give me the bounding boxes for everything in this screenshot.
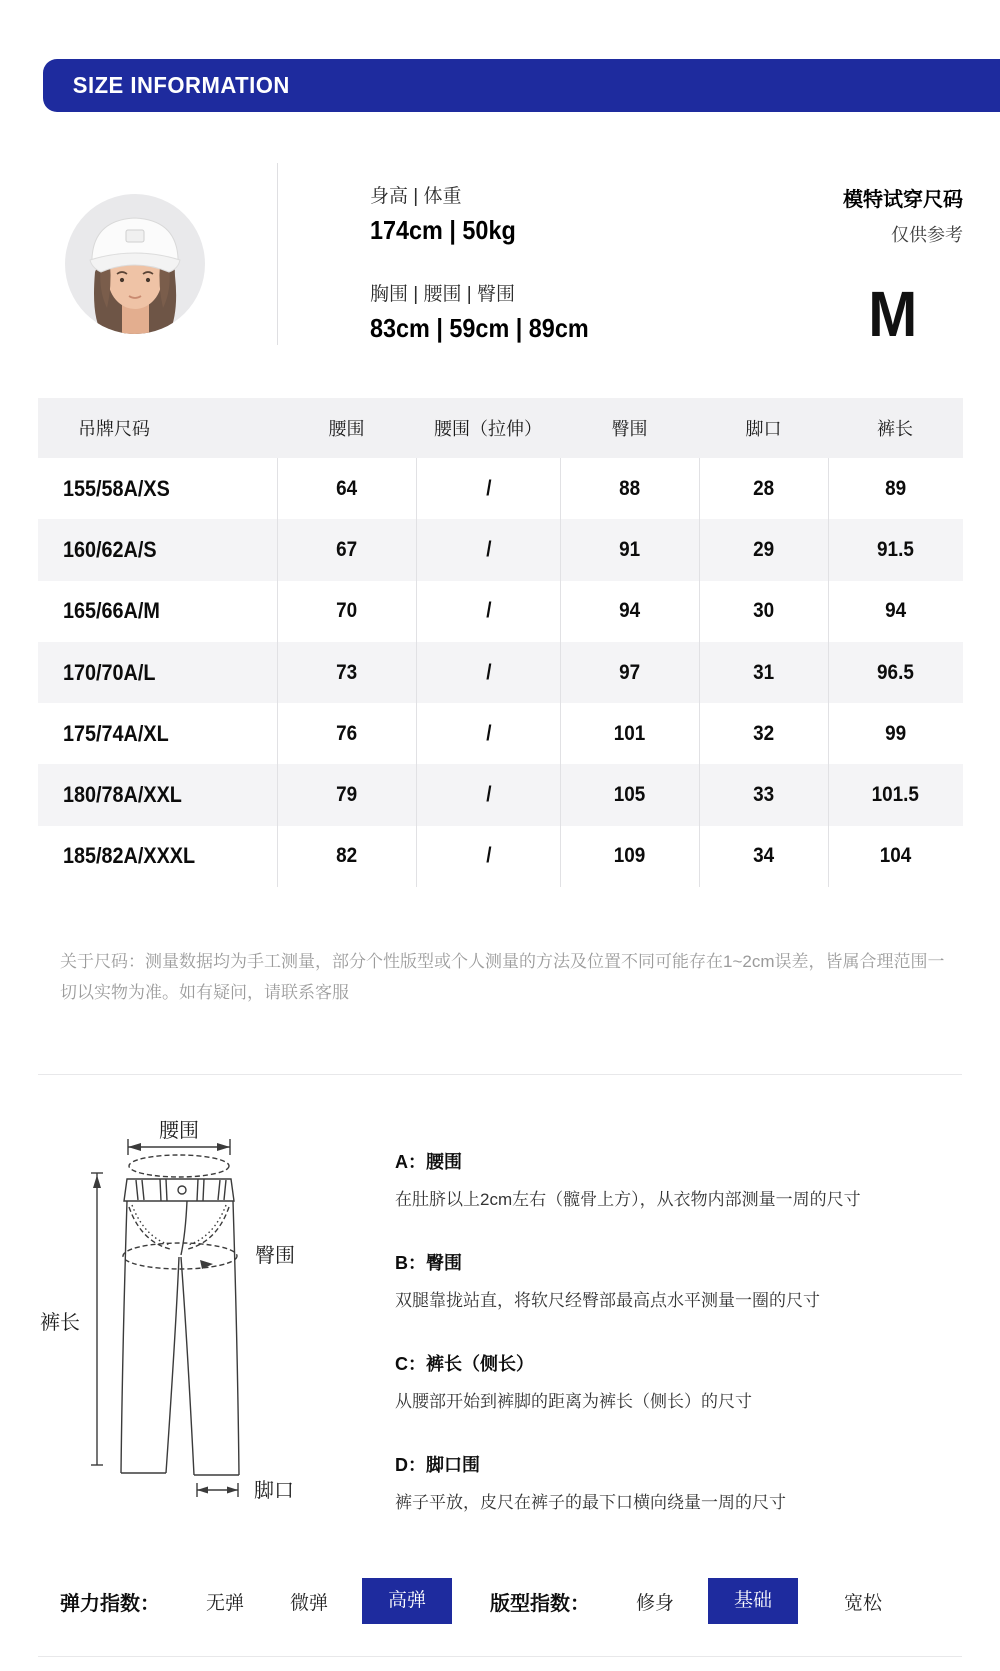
size-table-row [38,519,963,580]
size-label-cell: 170/70A/L [63,659,156,685]
try-on-size-letter: M [867,278,917,350]
measurement-value-cell: / [416,581,560,642]
diagram-hem-label: 脚口 [254,1480,294,1502]
measurement-value-cell: 79 [277,764,416,825]
measurement-value-cell: 34 [699,826,828,887]
size-label-cell: 165/66A/M [63,598,160,624]
size-label-cell: 185/82A/XXXL [63,843,196,869]
measurement-value-cell: / [416,703,560,764]
height-weight-value: 174cm | 50kg [370,215,516,245]
measure-section [395,1350,960,1412]
size-table-body [38,458,963,887]
measurement-value-cell: 89 [828,458,962,519]
fit-index-group [490,1578,882,1624]
measure-section-desc: 在肚脐以上2cm左右（髋骨上方），从衣物内部测量一周的尺寸 [395,1190,861,1209]
measurement-value-cell: 31 [699,642,828,703]
measurement-value-cell: 104 [828,826,962,887]
measure-section-desc: 双腿靠拢站直，将软尺经臀部最高点水平测量一圈的尺寸 [395,1291,820,1310]
measurement-value-cell: / [416,519,560,580]
diagram-waist-label: 腰围 [159,1120,199,1142]
measurement-value-cell: 96.5 [828,642,962,703]
column-header-hip: 臀围 [611,419,648,439]
measure-section-desc: 从腰部开始到裤脚的距离为裤长（侧长）的尺寸 [395,1392,752,1411]
measure-section-title: A：腰围 [395,1152,462,1172]
diagram-length-label: 裤长 [40,1312,80,1334]
height-weight-block [370,181,532,246]
measurement-value-cell: 105 [560,764,699,825]
measurement-value-cell: 82 [277,826,416,887]
measurement-value-cell: / [416,764,560,825]
measure-section [395,1249,960,1311]
size-table-row [38,703,963,764]
column-header-leg-opening: 脚口 [745,419,782,439]
size-table-row [38,581,963,642]
section-header-banner [43,59,1000,112]
page-title: SIZE INFORMATION [72,72,290,98]
measurement-value-cell: 94 [828,581,962,642]
size-label-cell: 155/58A/XS [63,475,170,501]
measurement-value-cell: 67 [277,519,416,580]
horizontal-divider [38,1074,962,1075]
elasticity-index-group [60,1578,452,1624]
measurement-value-cell: 88 [560,458,699,519]
try-on-title: 模特试穿尺码 [843,189,963,211]
measurement-value-cell: 109 [560,826,699,887]
column-header-tag-size: 吊牌尺码 [78,419,150,439]
model-photo [65,194,205,334]
size-label-cell: 160/62A/S [63,536,157,562]
size-table [38,398,963,887]
size-label-cell: 175/74A/XL [63,720,169,746]
measurement-value-cell: 91 [560,519,699,580]
index-option: 宽松 [844,1592,883,1614]
index-label: 弹力指数： [60,1592,160,1615]
measure-section-title: C：裤长（侧长） [395,1354,534,1374]
size-note: 关于尺码：测量数据均为手工测量，部分个性版型或个人测量的方法及位置不同可能存在1~2cm误差，皆属合理范围一切以实物为准。如有疑问，请联系客服 [60,952,945,1002]
try-on-note: 仅供参考 [891,225,963,245]
column-header-waist: 腰围 [328,419,365,439]
body-measure-block [370,279,613,344]
measurement-value-cell: 30 [699,581,828,642]
size-table-header-row [38,398,963,458]
vertical-divider [277,163,278,345]
index-option-selected: 高弹 [362,1578,452,1624]
try-on-block [843,183,963,247]
measurement-value-cell: 97 [560,642,699,703]
body-measure-value: 83cm | 59cm | 89cm [370,313,589,343]
measurement-value-cell: 33 [699,764,828,825]
measurement-value-cell: 76 [277,703,416,764]
size-table-row [38,642,963,703]
measurement-value-cell: 73 [277,642,416,703]
body-measure-label: 胸围 | 腰围 | 臀围 [370,284,515,305]
measure-section-desc: 裤子平放，皮尺在裤子的最下口横向绕量一周的尺寸 [395,1493,786,1512]
measurement-value-cell: 101.5 [828,764,962,825]
measure-section [395,1451,960,1513]
index-option-selected: 基础 [708,1578,798,1624]
size-label-cell: 180/78A/XXL [63,782,182,808]
measurement-value-cell: 32 [699,703,828,764]
index-option: 微弹 [290,1592,329,1614]
measurement-value-cell: 70 [277,581,416,642]
measurement-value-cell: / [416,458,560,519]
measure-section-title: B：臀围 [395,1253,462,1273]
diagram-hip-label: 臀围 [255,1245,295,1267]
size-table-row [38,458,963,519]
height-weight-label: 身高 | 体重 [370,186,462,207]
measurement-value-cell: 29 [699,519,828,580]
measurement-value-cell: 101 [560,703,699,764]
measurement-value-cell: 94 [560,581,699,642]
pants-measurement-diagram [30,1095,330,1510]
size-table-row [38,764,963,825]
measure-section [395,1148,960,1210]
column-header-waist-stretched: 腰围（拉伸） [434,419,542,439]
measurement-value-cell: 28 [699,458,828,519]
measure-section-title: D：脚口围 [395,1455,480,1475]
measurement-value-cell: / [416,826,560,887]
bottom-divider [38,1656,962,1657]
measurement-value-cell: 91.5 [828,519,962,580]
measurement-value-cell: / [416,642,560,703]
measure-sections [395,1148,960,1552]
measurement-value-cell: 99 [828,703,962,764]
index-option: 修身 [636,1592,675,1614]
index-option: 无弹 [206,1592,245,1614]
measurement-value-cell: 64 [277,458,416,519]
column-header-pants-length: 裤长 [877,419,913,439]
index-label: 版型指数： [490,1592,590,1615]
size-table-row [38,826,963,887]
